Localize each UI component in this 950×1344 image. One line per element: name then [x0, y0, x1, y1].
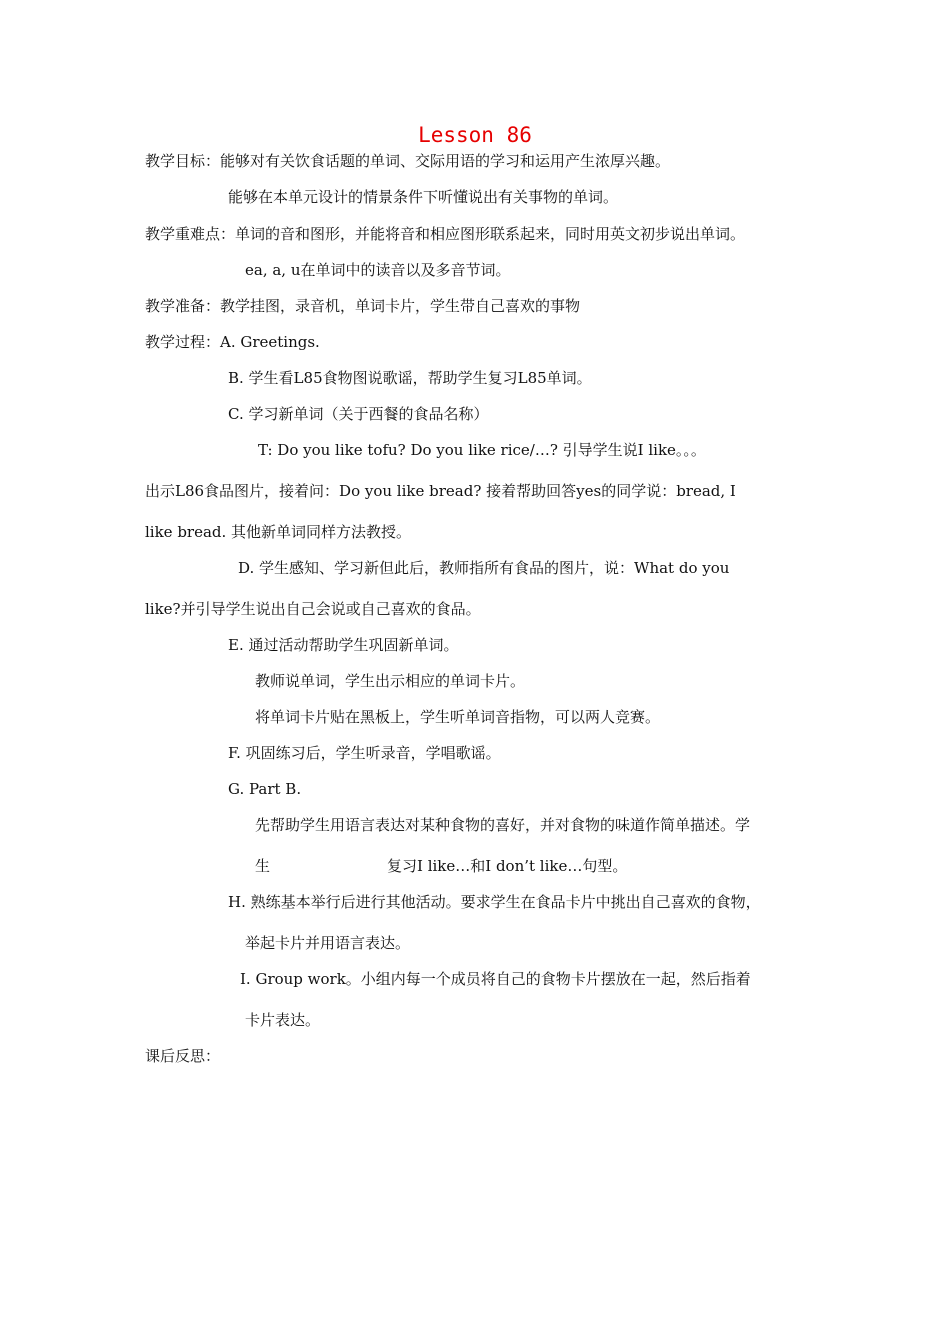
process-step-i-line-2: 卡片表达。 [245, 1011, 321, 1029]
reflection-heading: 课后反思： [145, 1047, 221, 1065]
process-step-d-line-2: like?并引导学生说出自己会说或自己喜欢的食品。 [145, 600, 481, 618]
key-points-line-2: ea, a, u在单词中的读音以及多音节词。 [245, 261, 511, 279]
process-step-h-line-2: 举起卡片并用语言表达。 [245, 934, 411, 952]
process-step-c-paragraph-line-2: like bread. 其他新单词同样方法教授。 [145, 523, 412, 541]
preparation-line: 教学准备：教学挂图，录音机，单词卡片，学生带自己喜欢的事物 [145, 297, 581, 315]
process-step-g-line-1: 先帮助学生用语言表达对某种食物的喜好，并对食物的味道作简单描述。学 [255, 816, 751, 834]
process-step-f: F. 巩固练习后，学生听录音，学唱歌谣。 [228, 744, 501, 762]
process-step-i-line-1: I. Group work。小组内每一个成员将自己的食物卡片摆放在一起，然后指着 [240, 970, 751, 988]
process-step-d-line-1: D. 学生感知、学习新但此后，教师指所有食品的图片，说：What do you [238, 559, 730, 577]
process-step-a: 教学过程：A. Greetings. [145, 333, 320, 351]
process-step-g-line-2-end: 复习I like…和I don’t like…句型。 [387, 857, 628, 875]
teaching-goal-line-1: 教学目标：能够对有关饮食话题的单词、交际用语的学习和运用产生浓厚兴趣。 [145, 152, 671, 170]
teaching-goal-line-2: 能够在本单元设计的情景条件下听懂说出有关事物的单词。 [228, 188, 619, 206]
process-step-e: E. 通过活动帮助学生巩固新单词。 [228, 636, 459, 654]
process-step-g-line-2-start: 生 [255, 857, 271, 875]
process-step-e-activity-1: 教师说单词，学生出示相应的单词卡片。 [255, 672, 526, 690]
process-step-b: B. 学生看L85食物图说歌谣，帮助学生复习L85单词。 [228, 369, 592, 387]
process-step-h-line-1: H. 熟练基本举行后进行其他活动。要求学生在食品卡片中挑出自己喜欢的食物， [228, 893, 761, 911]
process-step-c-paragraph-line-1: 出示L86食品图片，接着问：Do you like bread? 接着帮助回答yes的同学说：bread, I [145, 482, 736, 500]
process-step-c-teacher-line: T: Do you like tofu? Do you like rice/…? 引导学生说I like。。。 [258, 441, 706, 459]
process-step-c: C. 学习新单词（关于西餐的食品名称） [228, 405, 489, 423]
process-step-e-activity-2: 将单词卡片贴在黑板上，学生听单词音指物，可以两人竞赛。 [255, 708, 661, 726]
lesson-title: Lesson 86 [418, 123, 532, 147]
key-points-line-1: 教学重难点：单词的音和图形，并能将音和相应图形联系起来，同时用英文初步说出单词。 [145, 225, 746, 243]
process-step-g: G. Part B. [228, 780, 302, 798]
